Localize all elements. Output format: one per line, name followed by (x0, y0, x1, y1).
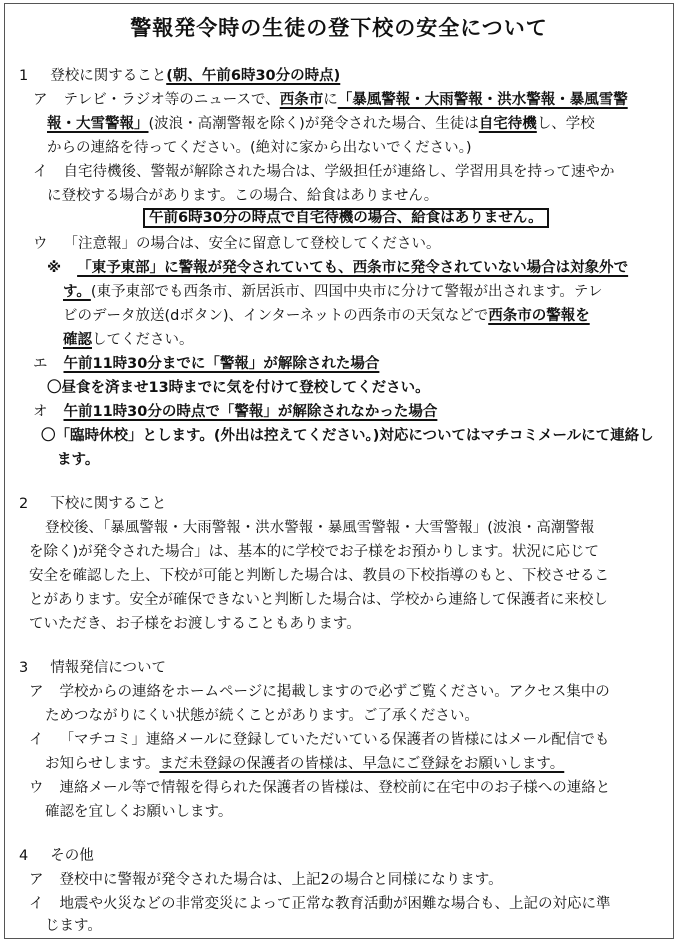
item-1i-text: 自宅待機後、警報が解除された場合は、学級担任が連絡し、学習用具を持って速やか (63, 164, 615, 180)
check-warning: 西条市の警報を (488, 308, 590, 324)
item-3u-text: 連絡メール等で情報を得られた保護者の皆様は、登校前に在宅中のお子様への連絡と (59, 780, 611, 796)
item-1i-line-2: に登校する場合があります。この場合、給食はありません。 (47, 188, 439, 204)
item-3a-line-2: ためつながりにくい状態が続くことがあります。ご了承ください。 (45, 708, 479, 724)
item-4i-line-1 (29, 894, 611, 914)
item-4i-line-2: じます。 (45, 918, 102, 934)
note-line-3 (63, 306, 590, 326)
item-1o-line-2: 〇「臨時休校」とします。(外出は控えてください。)対応についてはマチコミメールにて連絡し (41, 428, 654, 444)
document-title: 警報発令時の生徒の登下校の安全について (130, 16, 548, 40)
note-line-1 (47, 258, 628, 278)
section-2-line-5: ていただき、お子様をお渡しすることもあります。 (29, 616, 361, 632)
item-1e-line-2: 〇昼食を済ませ13時までに気を付けて登校してください。 (47, 380, 430, 396)
item-3a-line-1 (29, 682, 610, 702)
item-1a-text-2: に (323, 92, 338, 108)
note-line-4 (63, 330, 194, 350)
item-4a-text: 登校中に警報が発令された場合は、上記2の場合と同様になります。 (59, 872, 503, 888)
section-2-line-3: 安全を確認した上、下校が可能と判断した場合は、教員の下校指導のもと、下校させるこ (29, 568, 609, 584)
home-standby: 自宅待機 (478, 116, 537, 132)
section-1-time: (朝、午前6時30分の時点) (166, 68, 341, 84)
lunch-notice-text: 午前6時30分の時点で自宅待機の場合、給食はありません。 (143, 208, 549, 228)
notice-document (4, 3, 674, 939)
item-3i-line-2 (45, 754, 564, 774)
item-1a-mark: ア (33, 92, 48, 108)
section-2-line-2: を除く)が発令された場合」は、基本的に学校でお子様をお預かりします。状況に応じて (29, 544, 599, 560)
item-1i-mark: イ (33, 164, 48, 180)
note-text-4: してください。 (92, 332, 194, 348)
note-text-3: ビのデータ放送(dボタン)、インターネットの西条市の天気などで (63, 308, 489, 324)
item-1o-line-1 (33, 402, 437, 422)
item-1o-line-3: ます。 (57, 452, 100, 468)
city-name: 西条市 (279, 92, 324, 108)
section-2-line-4: とがあります。安全が確保できないと判断した場合は、学校から連絡して保護者に来校し (29, 592, 608, 608)
section-2-title: 下校に関すること (50, 496, 167, 512)
item-3u-line-1 (29, 778, 610, 798)
item-4a-line-1 (29, 870, 503, 890)
item-1o-text: 午前11時30分の時点で「警報」が解除されなかった場合 (63, 404, 438, 420)
check-word: 確認 (63, 332, 92, 348)
item-1e-mark: エ (33, 356, 48, 372)
item-3a-text: 学校からの連絡をホームページに掲載しますので必ずご覧ください。アクセス集中の (59, 684, 610, 700)
section-4-heading (19, 846, 94, 866)
note-text-end: す。 (63, 284, 91, 300)
section-3-heading (19, 658, 166, 678)
item-1i-line-1 (33, 162, 615, 182)
section-3-title: 情報発信について (50, 660, 166, 676)
item-1u-text: 「注意報」の場合は、安全に留意して登校してください。 (63, 236, 441, 252)
item-4a-mark: ア (29, 872, 44, 888)
item-3i-text: 「マチコミ」連絡メールに登録していただいている保護者の皆様にはメール配信でも (59, 732, 610, 748)
item-4i-text: 地震や火災などの非常変災によって正常な教育活動が困難な場合も、上記の対応に準 (59, 896, 611, 912)
item-1u-mark: ウ (33, 236, 48, 252)
section-2-number: 2 (19, 496, 29, 512)
item-3a-mark: ア (29, 684, 44, 700)
item-1u-line-1 (33, 234, 441, 254)
item-3i-text-2: お知らせします。 (45, 756, 160, 772)
item-1a-text-3: (波浪・高潮警報を除く)が発令された場合、生徒は (148, 116, 479, 132)
section-4-title: その他 (50, 848, 94, 864)
lunch-notice-box (143, 208, 549, 228)
registration-request: まだ未登録の保護者の皆様は、早急にご登録をお願いします。 (159, 756, 565, 772)
item-1e-text: 午前11時30分までに「警報」が解除された場合 (63, 356, 380, 372)
section-2-heading (19, 494, 166, 514)
note-text: 「東予東部」に警報が発令されていても、西条市に発令されていない場合は対象外で (77, 260, 629, 276)
section-1-heading (19, 66, 340, 86)
item-3u-line-2: 確認を宜しくお願いします。 (45, 804, 233, 820)
note-mark: ※ (47, 260, 62, 276)
item-1a-line-1 (33, 90, 628, 110)
note-text-2: (東予東部でも西条市、新居浜市、四国中央市に分けて警報が出されます。テレ (90, 284, 603, 300)
item-4i-mark: イ (29, 896, 44, 912)
note-line-2 (63, 282, 603, 302)
warning-list-cont: 報・大雪警報」 (47, 116, 149, 132)
item-1a-text-4: し、学校 (536, 116, 595, 132)
item-1e-line-1 (33, 354, 379, 374)
item-1a-line-2 (47, 114, 595, 134)
item-1a-line-3: からの連絡を待ってください。(絶対に家から出ないでください。) (47, 140, 472, 156)
section-1-number: 1 (19, 68, 29, 84)
section-1-title: 登校に関すること (50, 68, 167, 84)
warning-list: 「暴風警報・大雨警報・洪水警報・暴風雪警 (337, 92, 628, 108)
section-4-number: 4 (19, 848, 29, 864)
item-3i-mark: イ (29, 732, 44, 748)
section-2-line-1: 登校後、「暴風警報・大雨警報・洪水警報・暴風雪警報・大雪警報」(波浪・高潮警報 (45, 520, 595, 536)
item-1o-mark: オ (33, 404, 48, 420)
item-3u-mark: ウ (29, 780, 44, 796)
item-3i-line-1 (29, 730, 609, 750)
item-1a-text: テレビ・ラジオ等のニュースで、 (63, 92, 280, 108)
section-3-number: 3 (19, 660, 29, 676)
